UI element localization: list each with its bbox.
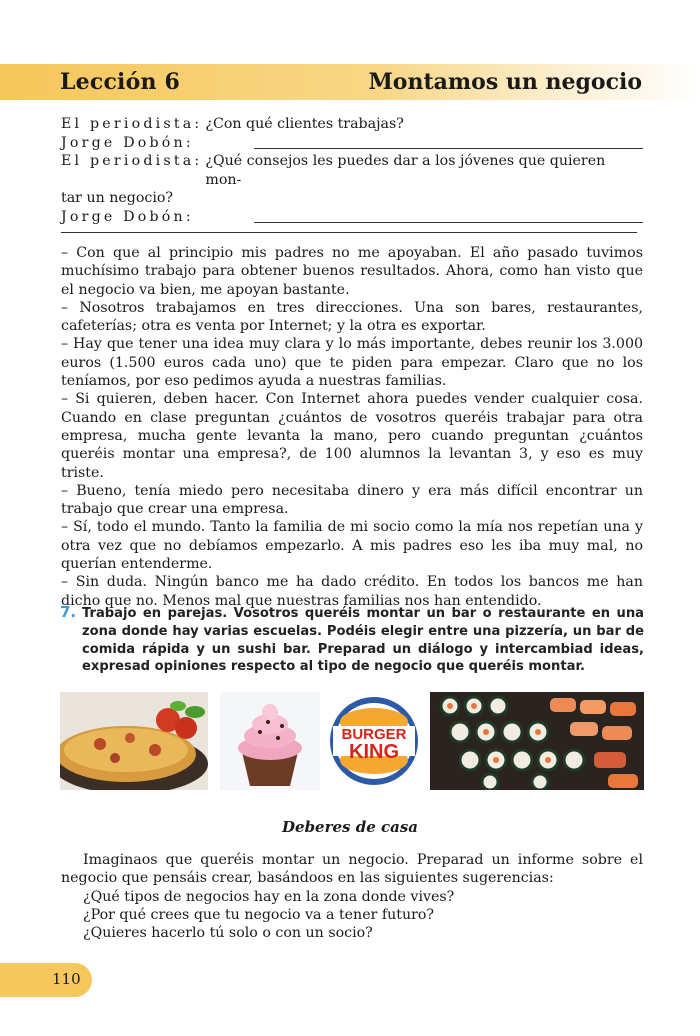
page-number: 110	[52, 970, 81, 988]
question-text: ¿Qué consejos les puedes dar a los jóvenes que quieren mon-	[205, 153, 606, 188]
answers-list	[61, 244, 643, 610]
answer-item: – Si quieren, deben hacer. Con Internet ahora puedes vender cualquier cosa. Cuando en clase preguntan ¿cuántos de vosotros queréis trabajar para otra empresa, mucha gente levanta la mano, pero cuando preguntan ¿cuántos queréis montar una empresa?, de 100 alumnos la levantan 3, y eso es muy triste.	[61, 391, 643, 481]
logo-text-king: KING	[349, 741, 399, 763]
task-7	[60, 604, 644, 676]
dialog-answer-1	[61, 134, 643, 153]
burger-king-logo	[327, 692, 421, 790]
task-number: 7.	[60, 603, 77, 621]
answer-item: – Sin duda. Ningún banco me ha dado crédito. En todos los bancos me han dicho que no. Menos mal que nuestras familias nos han entendido.	[61, 574, 643, 609]
speaker-label: El periodista:	[61, 116, 203, 132]
answer-blank-line[interactable]	[254, 134, 643, 149]
pizza-photo	[60, 692, 208, 790]
photo-strip	[60, 692, 644, 792]
speaker-label: El periodista:	[61, 153, 203, 169]
answer-blank-line[interactable]	[61, 226, 637, 233]
dialog-question-1	[61, 115, 643, 134]
homework-question: ¿Por qué crees que tu negocio va a tener futuro?	[83, 906, 435, 923]
homework-question: ¿Quieres hacerlo tú solo o con un socio?	[83, 925, 373, 942]
speaker-label: Jorge Dobón:	[61, 208, 194, 225]
homework-question: ¿Qué tipos de negocios hay en la zona donde vives?	[83, 888, 455, 905]
answer-item: – Con que al principio mis padres no me apoyaban. El año pasado tuvimos muchísimo trabajo para obtener buenos resultados. Ahora, como han visto que el negocio va bien, me apoyan bastante.	[61, 245, 643, 298]
answer-item: – Nosotros trabajamos en tres direcciones. Una son bares, restaurantes, cafeterías; otra es venta por Internet; y la otra es exportar.	[61, 299, 643, 335]
cupcake-photo	[220, 692, 320, 790]
answer-item: – Hay que tener una idea muy clara y lo más importante, debes reunir los 3.000 euros (1.500 euros cada uno) que te piden para empezar. Claro que no los teníamos, por eso pedimos ayuda a nuestras familias.	[61, 336, 643, 390]
homework-title: Deberes de casa	[282, 818, 418, 836]
question-text: ¿Con qué clientes trabajas?	[205, 116, 404, 132]
lesson-label: Lección 6	[60, 69, 181, 95]
homework-intro: Imaginaos que queréis montar un negocio. Preparad un informe sobre el negocio que pensáis crear, basándoos en las siguientes sugerencias:	[61, 852, 643, 887]
answer-blank-line[interactable]	[254, 208, 643, 223]
homework-section	[61, 851, 643, 942]
answer-item: – Bueno, tenía miedo pero necesitaba dinero y era más difícil encontrar un trabajo que crear una empresa.	[61, 482, 643, 518]
sushi-photo	[430, 692, 644, 790]
dialog-answer-2	[61, 208, 643, 227]
answer-item: – Sí, todo el mundo. Tanto la familia de mi socio como la mía nos repetían una y otra vez que no debíamos empezarlo. A mis padres eso les iba muy mal, no querían entenderme.	[61, 519, 643, 573]
logo-text-burger: BURGER	[341, 726, 407, 743]
question-text-continued: tar un negocio?	[61, 190, 174, 206]
lesson-title: Montamos un negocio	[368, 69, 642, 95]
dialog-question-2	[61, 152, 643, 189]
speaker-label: Jorge Dobón:	[61, 134, 194, 151]
task-text: Trabajo en parejas. Vosotros queréis montar un bar o restaurante en una zona donde hay varias escuelas. Podéis elegir entre una pizzería, un bar de comida rápida y un sushi bar. Preparad un diálogo y intercambiad ideas, expresad opiniones respecto al tipo de negocio que queréis montar.	[82, 606, 644, 675]
interview-dialog	[61, 115, 643, 233]
